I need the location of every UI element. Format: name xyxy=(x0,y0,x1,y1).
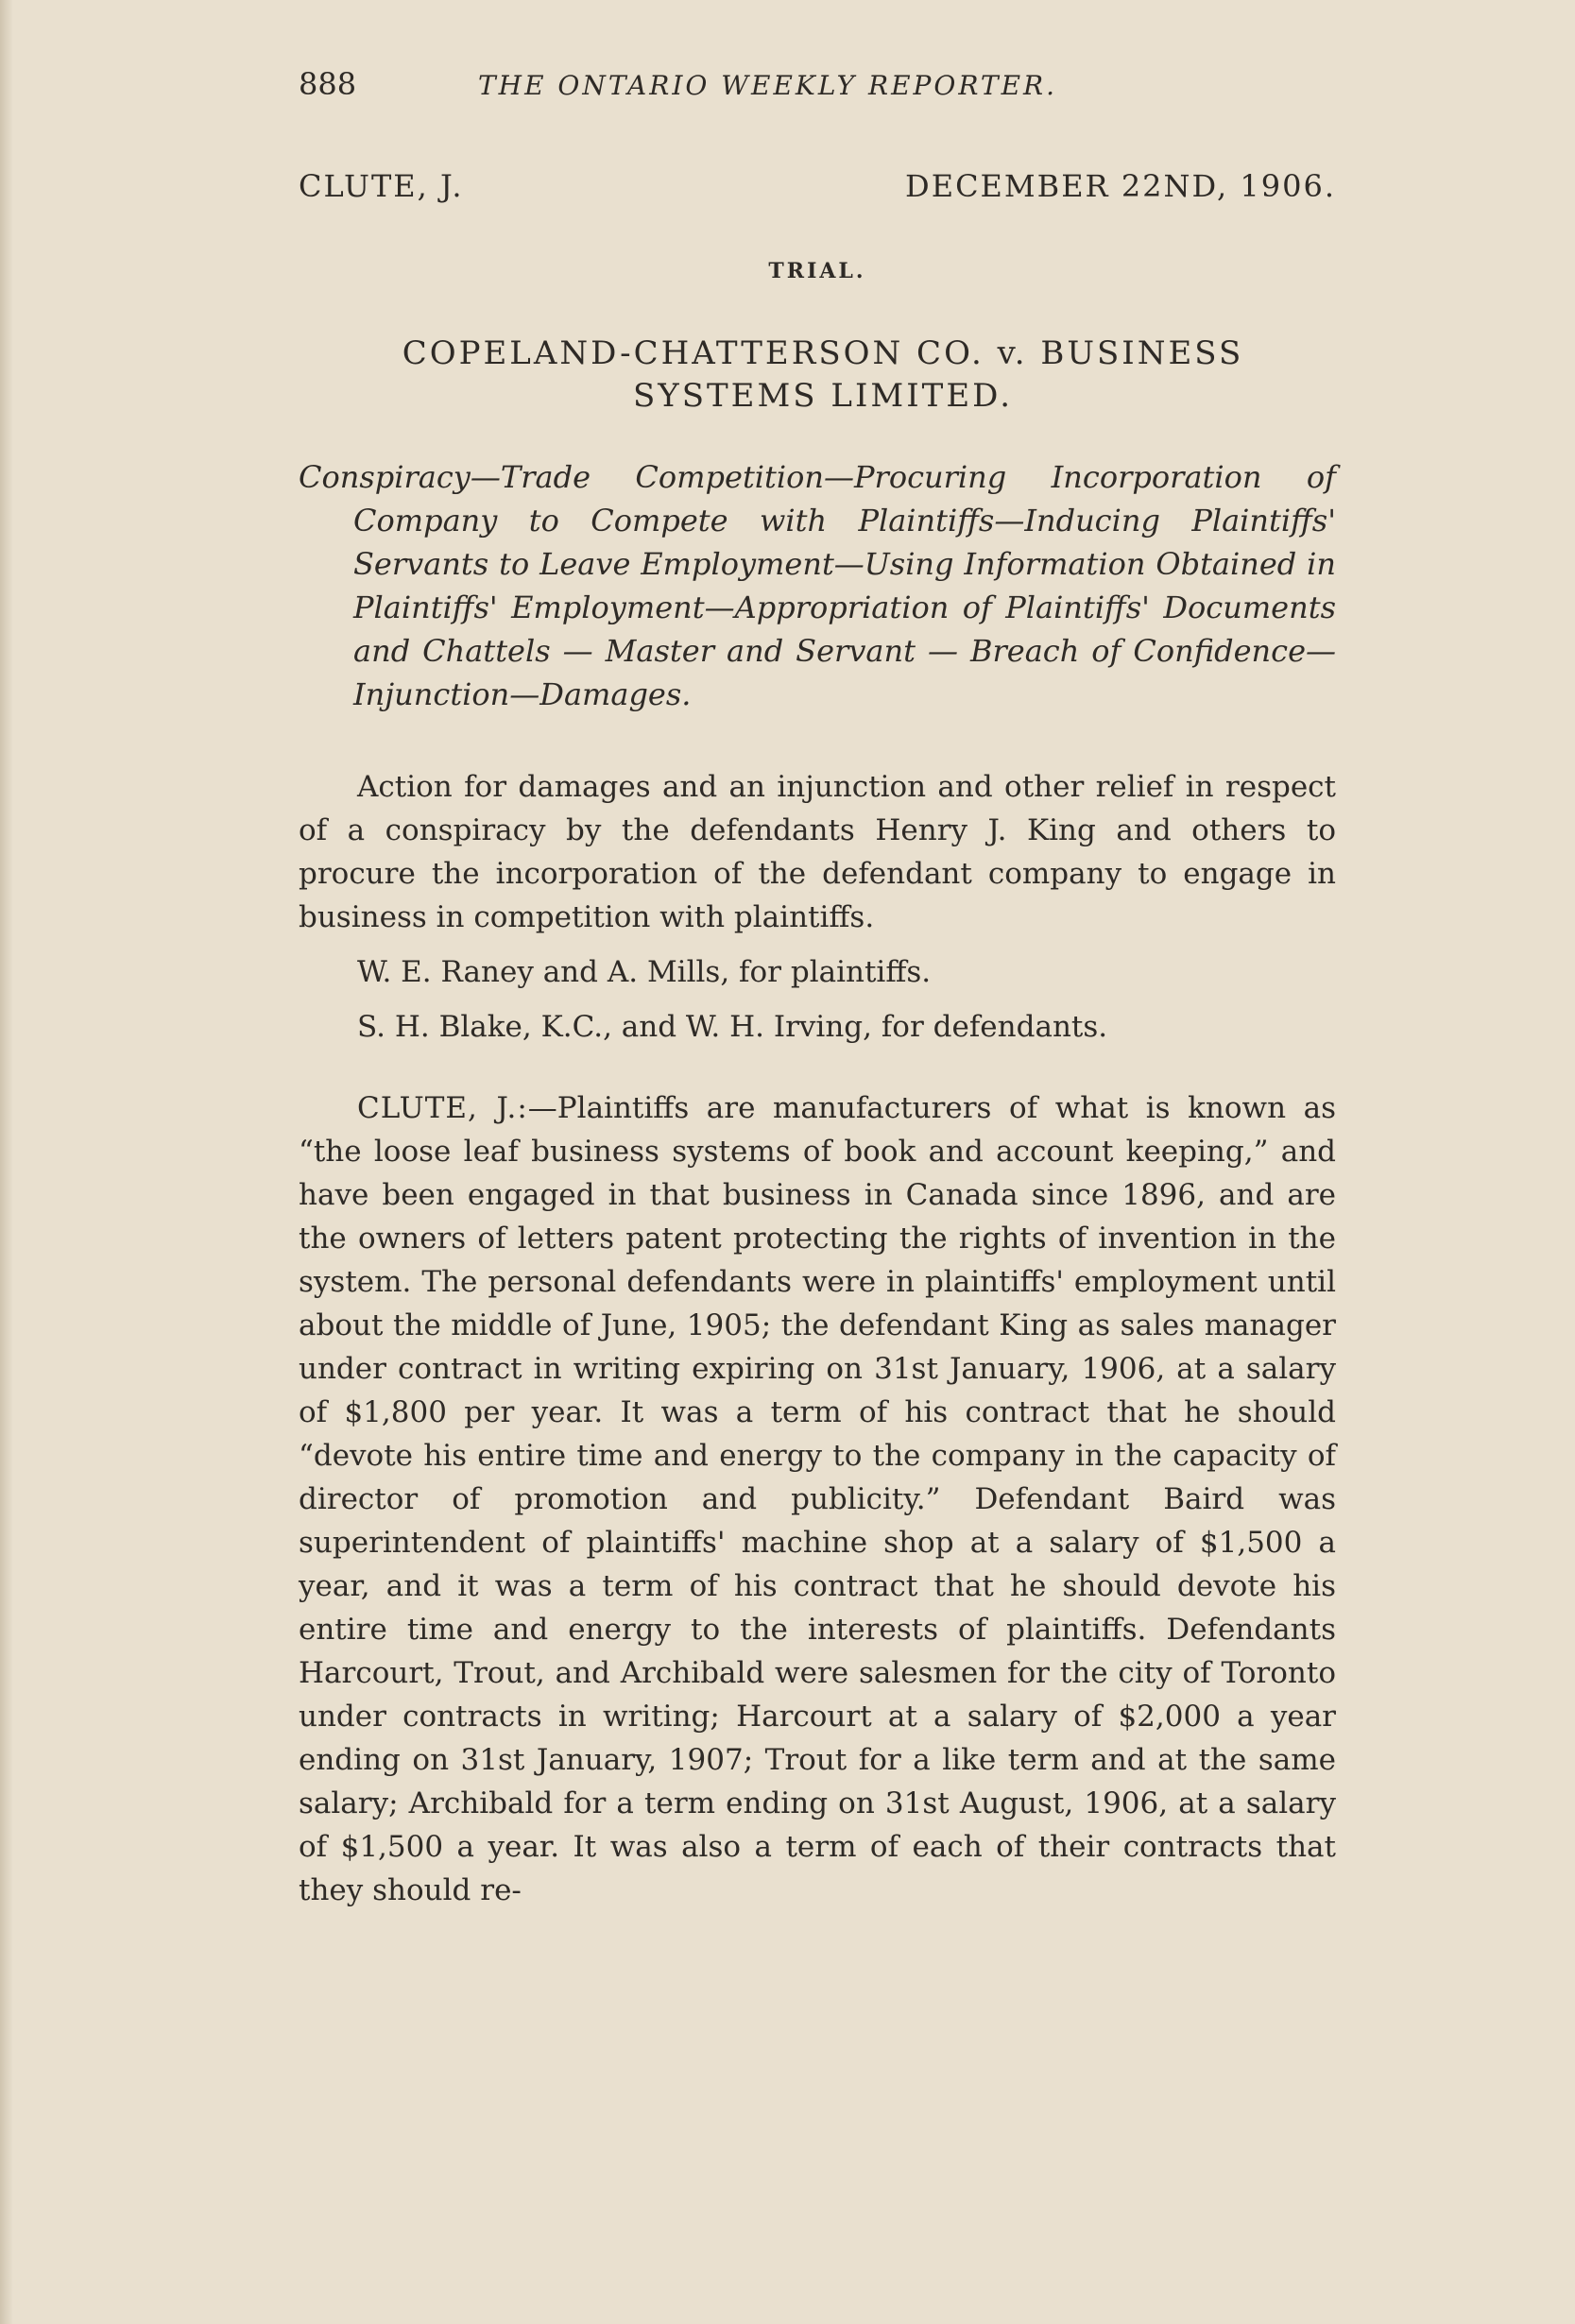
judge-name: CLUTE, J. xyxy=(299,168,464,204)
headnote: Conspiracy—Trade Competition—Procuring Incorporation of Company to Compete with Plaintiffs—Inducing Plaintiffs' Servants to Leave Employment—Using Information Obtained in Plaintiffs' Employment—Appropriation of Plaintiffs' Documents and Chattels — Master and Servant — Breach of Confidence—Injunction—Damages. xyxy=(299,459,1336,712)
case-title: COPELAND-CHATTERSON CO. v. BUSINESS SYSTEMS LIMITED. xyxy=(402,334,1244,415)
judgment-text: —Plaintiffs are manufacturers of what is known as “the loose leaf business systems of book and account keeping,” and have been engaged in that business in Canada since 1896, and are the owners of letters patent protecting the rights of invention in the system. The personal defendants were in plaintiffs' employment until about the middle of June, 1905; the defendant King as sales manager under contract in writing expiring on 31st January, 1906, at a salary of $1,800 per year. It was a term of his contract that he should “devote his entire time and energy to the company in the capacity of director of promotion and publicity.” Defendant Baird was superintendent of plaintiffs' machine shop at a salary of $1,500 a year, and it was a term of his contract that he should devote his entire time and energy to the interests of plaintiffs. Defendants Harcourt, Trout, and Archibald were salesmen for the city of Toronto under contracts in writing; Harcourt at a salary of $2,000 a year ending on 31st January, 1907; Trout for a like term and at the same salary; Archibald for a term ending on 31st August, 1906, at a salary of $1,500 a year. It was also a term of each of their contracts that they should re- xyxy=(299,1091,1336,1907)
counsel-plaintiffs: W. E. Raney and A. Mills, for plaintiffs. xyxy=(357,955,932,989)
counsel-defendants: S. H. Blake, K.C., and W. H. Irving, for defendants. xyxy=(357,1010,1108,1044)
judge-date-line xyxy=(299,168,1336,204)
page-number: 888 xyxy=(299,66,357,102)
page-edge xyxy=(0,0,13,2324)
decision-date: DECEMBER 22ND, 1906. xyxy=(905,168,1336,204)
judgment-paragraph xyxy=(299,1086,1336,1912)
page-column xyxy=(299,66,1336,1912)
running-head xyxy=(299,66,1336,123)
judgment-judge: CLUTE, J.: xyxy=(357,1091,528,1125)
action-summary: Action for damages and an injunction and other relief in respect of a conspiracy by the defendants Henry J. King and others to procure the incorporation of the defendant company to engage in business in competition with plaintiffs. xyxy=(299,770,1336,934)
body-text xyxy=(299,765,1336,1912)
journal-title: THE ONTARIO WEEKLY REPORTER. xyxy=(478,70,1058,101)
section-label: TRIAL. xyxy=(768,259,866,283)
